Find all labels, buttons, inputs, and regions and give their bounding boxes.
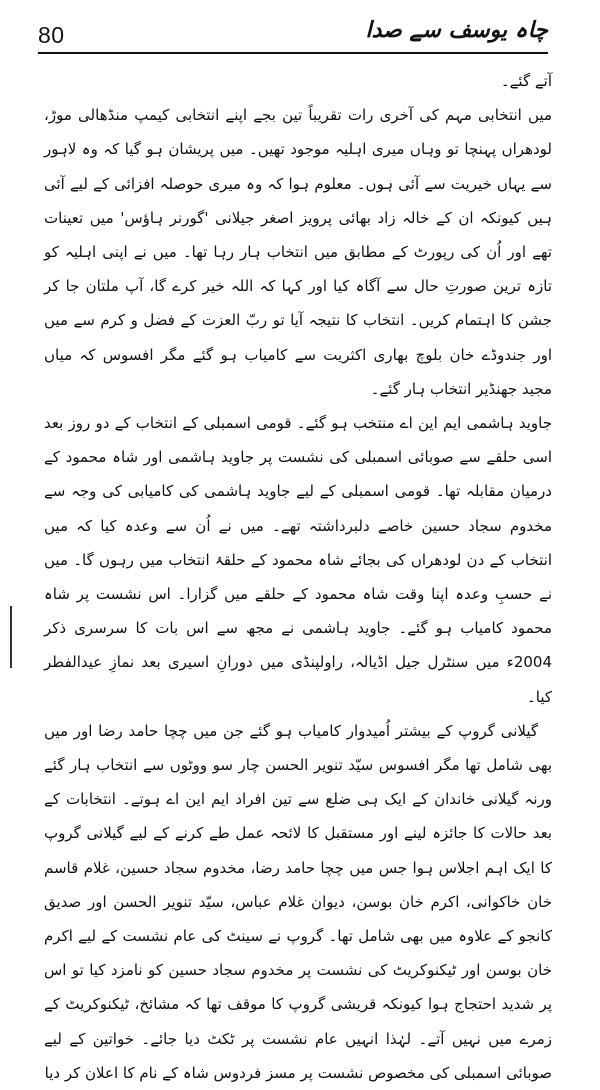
- paragraph-election-night: میں انتخابی مہم کی آخری رات تقریباً تین بجے اپنے انتخابی کیمپ منڈھالی موڑ، لودھراں پہنچا تو وہاں میری اہلیہ موجود تھیں۔ میں پریشان ہو گیا کہ وہ لاہور سے یہاں خیریت سے آئی ہوں۔ معلوم ہوا کہ وہ میری حوصلہ افزائی کے لیے آئی ہیں کیونکہ ان کے خالہ زاد بھائی پرویز اصغر جیلانی 'گورنر ہاؤس' میں تعینات تھے اور اُن کی رپورٹ کے مطابق میں انتخاب ہار رہا تھا۔ میں نے اپنی اہلیہ کو تازہ ترین صورتِ حال سے آگاہ کیا اور کہا کہ اللہ خیر کرے گا، آپ ملتان جا کر جشن کا اہتمام کریں۔ انتخاب کا نتیجہ آیا تو ربّ العزت کے فضل و کرم سے میں اور جندوڈے خان بلوچ بھاری اکثریت سے کامیاب ہو گئے مگر افسوس کہ میاں مجید جھنڈیر انتخاب ہار گئے۔: [44, 106, 552, 398]
- paragraph-javed-hashmi: جاوید ہاشمی ایم این اے منتخب ہو گئے۔ قومی اسمبلی کے انتخاب کے دو روز بعد اسی حلقے سے صوبائی اسمبلی کی نشست پر جاوید ہاشمی اور شاہ محمود کے درمیان مقابلہ تھا۔ قومی اسمبلی کے لیے جاوید ہاشمی کی کامیابی کی وجہ سے مخدوم سجاد حسین خاصے دلبرداشتہ تھے۔ میں نے اُن سے وعدہ کیا کہ میں انتخاب کے دن لودھراں کی بجائے شاہ محمود کے حلقۂ انتخاب میں رہوں گا۔ میں نے حسبِ وعدہ اپنا وقت شاہ محمود کے حلقے میں گزارا۔ اس نشست پر شاہ محمود کامیاب ہو گئے۔ جاوید ہاشمی نے مجھ سے اس بات کا سرسری ذکر 2004ء میں سنٹرل جیل اڈیالہ، راولپنڈی میں دورانِ اسیری بعد نمازِ عیدالفطر کیا۔: [44, 414, 552, 706]
- page-number: 80: [38, 22, 65, 48]
- page-header: [38, 14, 548, 54]
- header-rule: [38, 52, 548, 54]
- margin-mark: [10, 606, 12, 668]
- paragraph-gilani-group: گیلانی گروپ کے بیشتر اُمیدوار کامیاب ہو گئے جن میں چچا حامد رضا اور میں بھی شامل تھا مگر افسوس سیّد تنویر الحسن چار سو ووٹوں سے انتخاب ہار گئے ورنہ گیلانی خاندان کے ایک ہی ضلع سے تین افراد ایم این اے ہوتے۔ انتخابات کے بعد حالات کا جائزہ لینے اور مستقبل کا لائحہ عمل طے کرنے کے لیے گیلانی گروپ کا ایک اہم اجلاس ہوا جس میں چچا حامد رضا، مخدوم سجاد حسین، غلام قاسم خان خاکوانی، اکرم خان بوسن، دیوان غلام عباس، سیّد تنویر الحسن اور صدیق کانجو کے علاوہ میں بھی شامل تھا۔ گروپ نے سینٹ کی عام نشست کے لیے اکرم خان بوسن اور ٹیکنوکریٹ کی نشست پر مخدوم سجاد حسین کو نامزد کیا تو اس پر شدید احتجاج ہوا کیونکہ قریشی گروپ کا موقف تھا کہ مشائخ، ٹیکنوکریٹ کے زمرے میں نہیں آتے۔ لہٰذا انہیں عام نشست پر ٹکٹ دیا جائے۔ خواتین کے لیے صوبائی اسمبلی کی مخصوص نشست پر مسز فردوس شاہ کے نام کا اعلان کر دیا: [44, 721, 552, 1082]
- body-text: [44, 64, 552, 1090]
- book-title: چاہ یوسف سے صدا: [365, 18, 548, 43]
- paragraph-continuation: آتے گئے۔: [500, 72, 552, 90]
